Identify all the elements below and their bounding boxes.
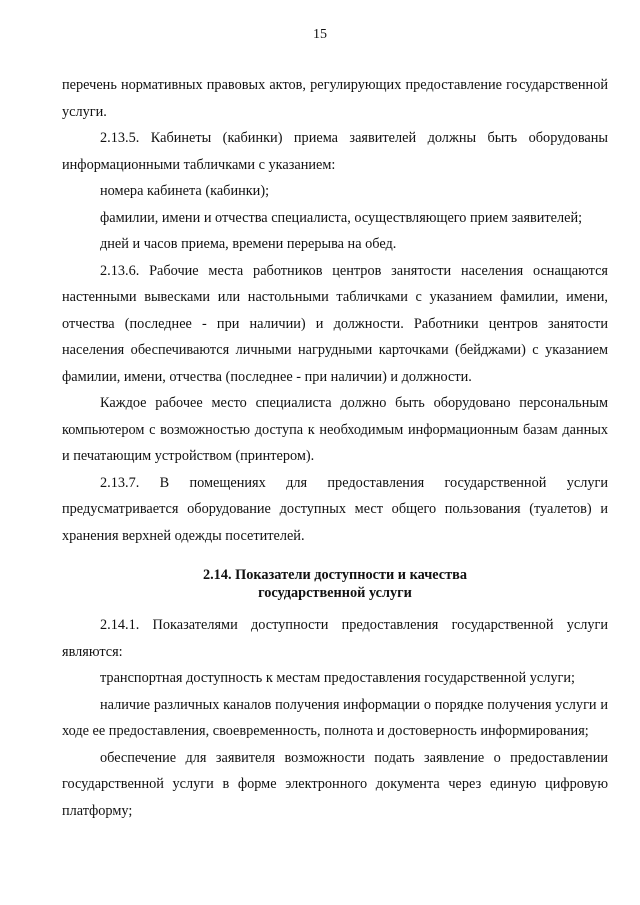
list-item-room-number: номера кабинета (кабинки); [100, 183, 270, 199]
paragraph-2-13-5: 2.13.5. Кабинеты (кабинки) приема заявителей должны быть оборудованы информационными табличками с указанием: [62, 130, 608, 173]
body-text-lower [62, 612, 608, 824]
list-item-info-channels: наличие различных каналов получения информации о порядке получения услуги и ходе ее предоставления, своевременность, полнота и достоверность информирования; [62, 696, 608, 739]
list-item-transport: транспортная доступность к местам предоставления государственной услуги; [100, 670, 575, 686]
list-item-reception-hours: дней и часов приема, времени перерыва на обед. [100, 236, 397, 252]
page-number: 15 [313, 27, 327, 42]
body-text-upper [62, 72, 608, 549]
paragraph-2-13-6: 2.13.6. Рабочие места работников центров занятости населения оснащаются настенными вывесками или настольными табличками с указанием фамилии, имени, отчества (последнее - при наличии) и должности. Работники центров занятости населения обеспечиваются личными нагрудными карточками (бейджами) с указанием фамилии, имени, отчества (последнее - при наличии) и должности. [62, 262, 608, 385]
paragraph-continuation: перечень нормативных правовых актов, регулирующих предоставление государственной услуги. [62, 77, 608, 120]
paragraph-2-14-1: 2.14.1. Показателями доступности предоставления государственной услуги являются: [62, 617, 608, 660]
section-heading-line2: государственной услуги [258, 585, 412, 601]
section-heading [0, 566, 640, 602]
paragraph-workplace: Каждое рабочее место специалиста должно быть оборудовано персональным компьютером с возможностью доступа к необходимым информационным базам данных и печатающим устройством (принтером). [62, 395, 608, 464]
list-item-specialist-name: фамилии, имени и отчества специалиста, осуществляющего прием заявителей; [100, 209, 583, 226]
section-heading-line1: 2.14. Показатели доступности и качества [202, 567, 468, 583]
list-item-electronic-application: обеспечение для заявителя возможности подать заявление о предоставлении государственной услуги в форме электронного документа через единую цифровую платформу; [62, 749, 608, 819]
paragraph-2-13-7: 2.13.7. В помещениях для предоставления государственной услуги предусматривается оборудование доступных мест общего пользования (туалетов) и хранения верхней одежды посетителей. [62, 474, 608, 544]
